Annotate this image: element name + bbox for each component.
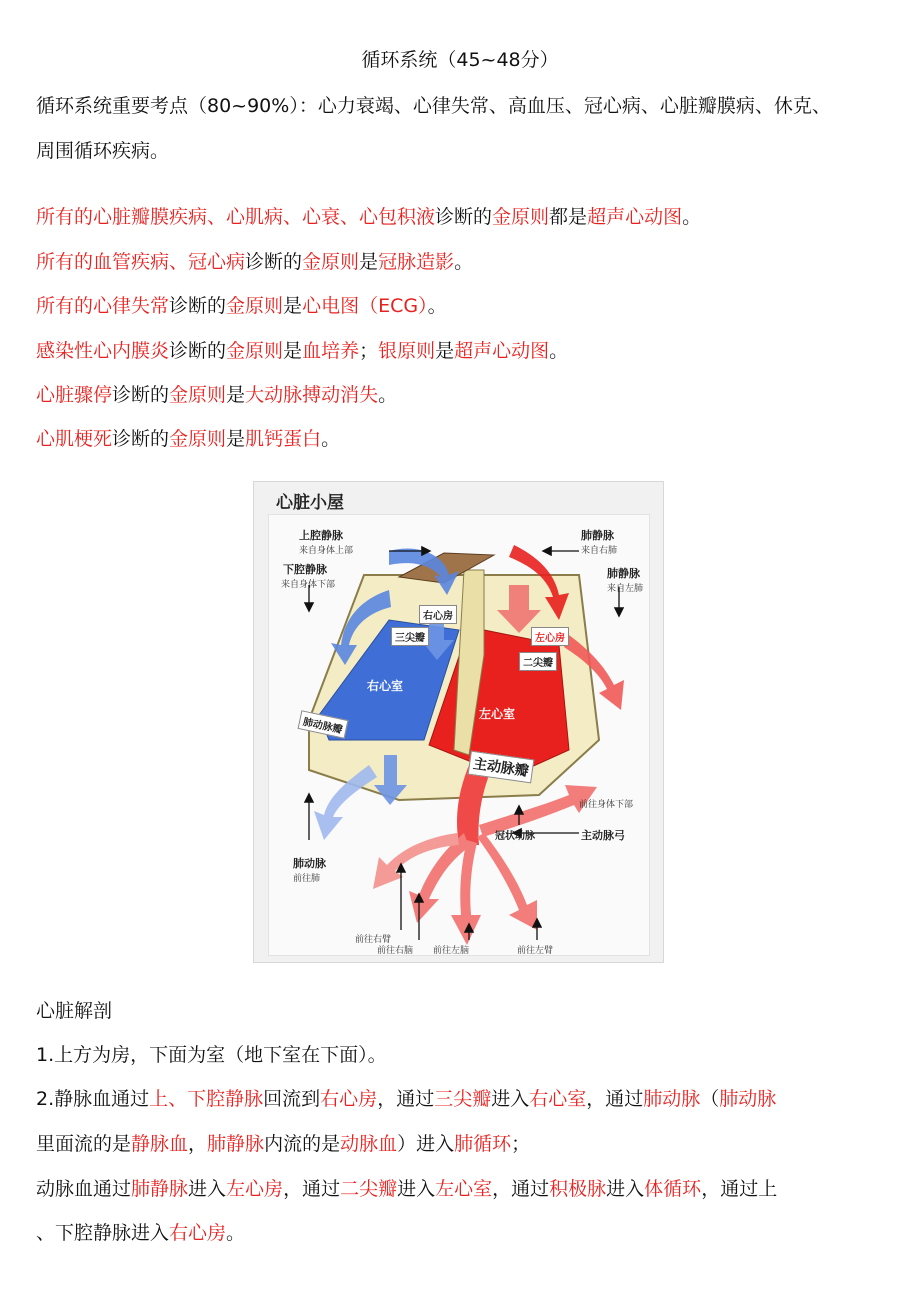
highlight: 三尖瓣 — [434, 1088, 492, 1110]
rule-subject: 所有的心脏瓣膜疾病、心肌病、心衰、心包积液 — [36, 206, 436, 228]
rule-gold: 金原则 — [226, 295, 284, 317]
aorta-branch-3 — [477, 833, 537, 930]
rule-text: 诊断的 — [169, 295, 227, 317]
rule-gold: 金原则 — [492, 206, 550, 228]
text: ，通过 — [586, 1088, 644, 1110]
highlight: 右心室 — [529, 1088, 587, 1110]
text: 进入 — [491, 1088, 530, 1110]
rule-gold: 金原则 — [169, 428, 227, 450]
rule-text: 。 — [454, 251, 474, 273]
text: 、下腔静脉进入 — [36, 1222, 170, 1244]
rule-text: 诊断的 — [435, 206, 493, 228]
anatomy-point-1: 1.上方为房，下面为室（地下室在下面）。 — [36, 1044, 387, 1066]
ivc-sublabel: 来自身体下部 — [281, 580, 336, 590]
rule-silver: 银原则 — [378, 340, 436, 362]
text: 。 — [226, 1222, 246, 1244]
svc-label: 上腔静脉 — [299, 529, 343, 542]
highlight: 动脉血 — [340, 1133, 398, 1155]
text: ，通过 — [492, 1178, 550, 1200]
anatomy-point-3 — [36, 1175, 777, 1203]
rule-answer: 心电图（ECG） — [302, 295, 428, 317]
anatomy-heading: 心脏解剖 — [36, 1000, 113, 1022]
rule-text: 。 — [549, 340, 569, 362]
pulmonary-valve-tag: 肺动脉瓣 — [298, 710, 349, 739]
rule-text: 。 — [378, 384, 398, 406]
rule-arrhythmia — [36, 292, 447, 320]
highlight: 左心房 — [226, 1178, 284, 1200]
arch-label: 主动脉弓 — [581, 829, 625, 842]
l-brain-label: 前往左脑 — [433, 946, 470, 956]
pv2-sublabel: 来自左肺 — [607, 584, 644, 594]
rule-vascular — [36, 248, 473, 276]
svc-sublabel: 来自身体上部 — [299, 546, 354, 556]
rule-answer: 超声心动图 — [454, 340, 550, 362]
rule-gold: 金原则 — [302, 251, 360, 273]
lower-body-label: 前往身体下部 — [579, 800, 634, 810]
text: 2.静脉血通过 — [36, 1088, 150, 1110]
text: 回流到 — [263, 1088, 321, 1110]
rule-subject: 心脏骤停 — [36, 384, 113, 406]
r-arm-label: 前往右臂 — [355, 935, 392, 945]
intro-line-2: 周围循环疾病。 — [36, 140, 170, 162]
rule-endocarditis — [36, 337, 568, 365]
anatomy-point-2-cont — [36, 1130, 530, 1158]
rule-valve — [36, 203, 701, 231]
rule-text: ； — [359, 340, 379, 362]
rule-text: 是 — [226, 384, 246, 406]
mitral-tag: 二尖瓣 — [519, 652, 557, 671]
rule-answer: 冠脉造影 — [378, 251, 455, 273]
text: 动脉血通过 — [36, 1178, 132, 1200]
pv1-label: 肺静脉 — [581, 529, 614, 542]
left-atrium-tag: 左心房 — [531, 627, 569, 646]
highlight: 体循环 — [644, 1178, 702, 1200]
highlight: 静脉血 — [131, 1133, 189, 1155]
text: ， — [188, 1133, 208, 1155]
text: ，通过 — [377, 1088, 435, 1110]
highlight: 肺动脉 — [643, 1088, 701, 1110]
text: 进入 — [188, 1178, 227, 1200]
highlight: 肺静脉 — [207, 1133, 265, 1155]
text: 进入 — [397, 1178, 436, 1200]
anatomy-point-3-cont — [36, 1219, 245, 1247]
figure-canvas — [268, 514, 650, 956]
figure-title: 心脏小屋 — [276, 493, 344, 513]
rule-subject: 所有的血管疾病、冠心病 — [36, 251, 246, 273]
highlight: 肺静脉 — [131, 1178, 189, 1200]
rule-text: 。 — [321, 428, 341, 450]
rule-answer: 大动脉搏动消失 — [245, 384, 379, 406]
left-ventricle-label: 左心室 — [479, 707, 516, 721]
rule-text: 诊断的 — [112, 384, 170, 406]
heart-house-figure — [253, 481, 664, 963]
pv1-sublabel: 来自右肺 — [581, 546, 618, 556]
anatomy-point-2 — [36, 1085, 776, 1113]
right-ventricle-label: 右心室 — [367, 679, 404, 693]
page-title: 循环系统（45~48分） — [361, 49, 559, 71]
rule-subject: 所有的心律失常 — [36, 295, 170, 317]
rule-arrest — [36, 381, 397, 409]
ivc-label: 下腔静脉 — [283, 563, 327, 576]
rule-gold: 金原则 — [226, 340, 284, 362]
rule-answer: 肌钙蛋白 — [245, 428, 322, 450]
rule-text: 是 — [226, 428, 246, 450]
rule-text: 是 — [435, 340, 455, 362]
pa-label: 肺动脉 — [293, 857, 326, 870]
right-atrium-tag: 右心房 — [419, 605, 457, 624]
rule-answer: 血培养 — [302, 340, 360, 362]
r-brain-label: 前往右脑 — [377, 946, 414, 956]
tricuspid-tag: 三尖瓣 — [391, 627, 429, 646]
highlight: 左心室 — [435, 1178, 493, 1200]
rule-answer: 超声心动图 — [587, 206, 683, 228]
rule-text: 是 — [283, 295, 303, 317]
rule-text: 诊断的 — [112, 428, 170, 450]
text: 内流的是 — [264, 1133, 341, 1155]
rule-text: 。 — [682, 206, 702, 228]
text: ，通过上 — [701, 1178, 778, 1200]
text: 里面流的是 — [36, 1133, 132, 1155]
rule-text: 是 — [283, 340, 303, 362]
rule-subject: 感染性心内膜炎 — [36, 340, 170, 362]
rule-text: 是 — [359, 251, 379, 273]
highlight: 上、下腔静脉 — [149, 1088, 264, 1110]
pa-sublabel: 前往肺 — [293, 874, 321, 884]
aortic-valve-tag: 主动脉瓣 — [468, 751, 535, 784]
text: ）进入 — [397, 1133, 455, 1155]
highlight: 二尖瓣 — [340, 1178, 398, 1200]
text: ，通过 — [283, 1178, 341, 1200]
highlight: 肺动脉 — [719, 1088, 777, 1110]
rule-subject: 心肌梗死 — [36, 428, 113, 450]
rule-text: 都是 — [549, 206, 588, 228]
rule-mi — [36, 425, 340, 453]
intro-line-1: 循环系统重要考点（80~90%）：心力衰竭、心律失常、高血压、冠心病、心脏瓣膜病、休克、 — [36, 95, 831, 117]
highlight: 肺循环 — [454, 1133, 512, 1155]
highlight: 积极脉 — [549, 1178, 607, 1200]
rule-text: 诊断的 — [245, 251, 303, 273]
pv2-label: 肺静脉 — [607, 567, 640, 580]
highlight: 右心房 — [169, 1222, 227, 1244]
highlight: 右心房 — [320, 1088, 378, 1110]
text: ； — [511, 1133, 531, 1155]
l-arm-label: 前往左臂 — [517, 946, 554, 956]
coronary-label: 冠状动脉 — [495, 831, 535, 842]
rule-gold: 金原则 — [169, 384, 227, 406]
rule-text: 诊断的 — [169, 340, 227, 362]
rule-text: 。 — [427, 295, 447, 317]
text: 进入 — [606, 1178, 645, 1200]
text: （ — [700, 1088, 720, 1110]
